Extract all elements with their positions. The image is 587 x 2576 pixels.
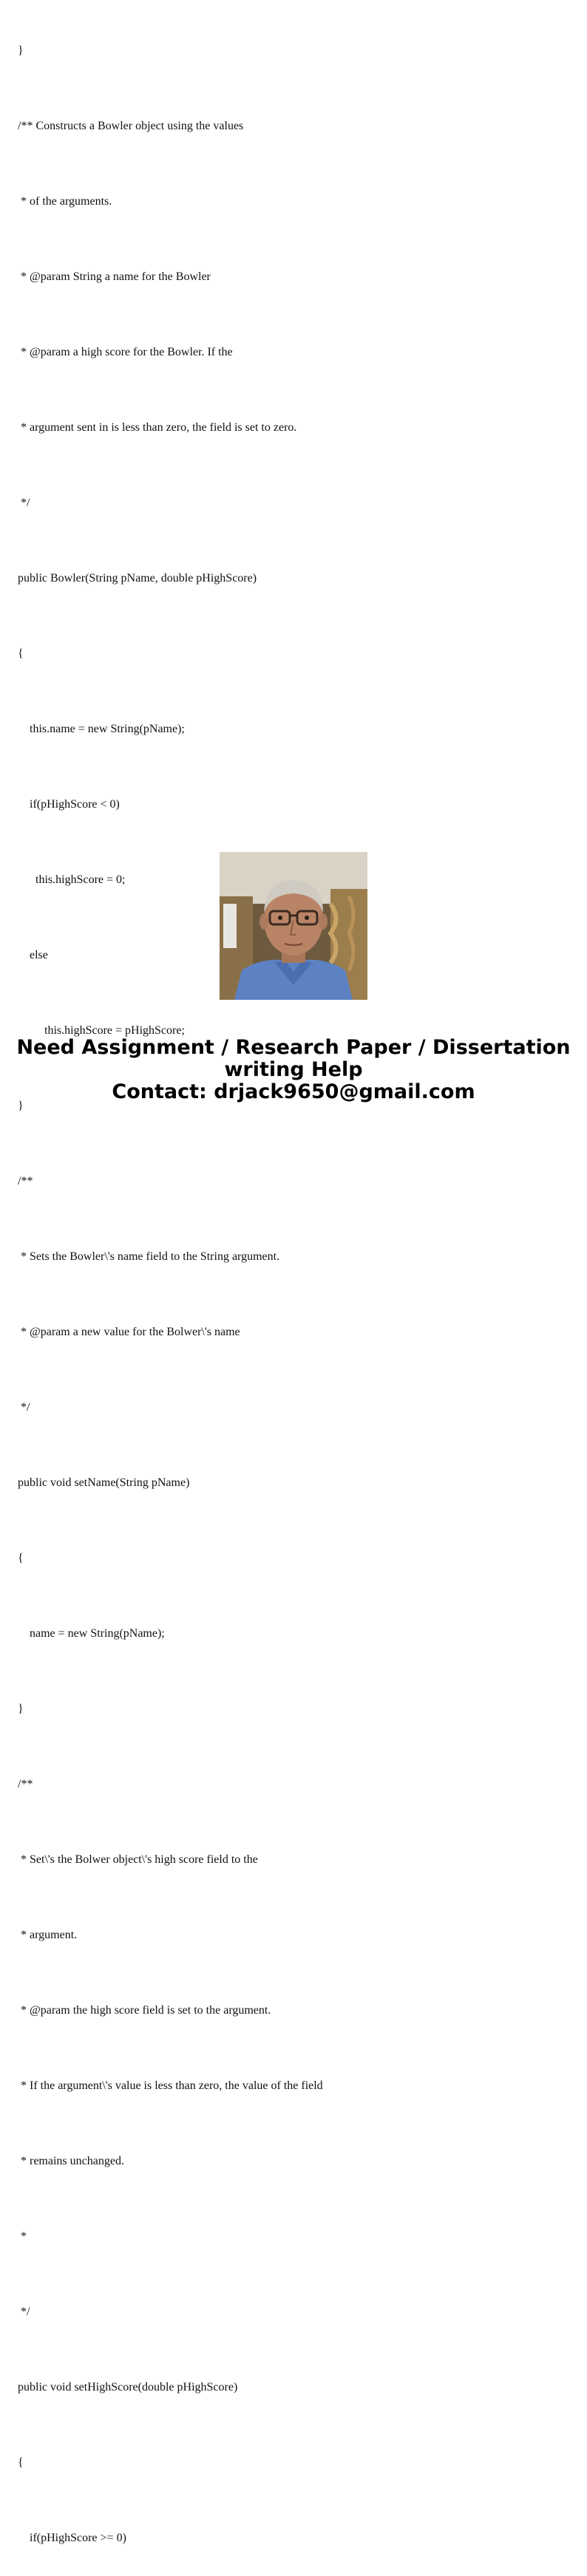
code-line: * Sets the Bowler\'s name field to the String argument. — [18, 1250, 280, 1263]
code-line: * If the argument\'s value is less than zero, the value of the field — [18, 2079, 323, 2092]
ad-contact-email: Contact: drjack9650@gmail.com — [112, 1080, 475, 1103]
code-line: * @param a new value for the Bolwer\'s name — [18, 1326, 240, 1338]
contact-advertisement — [0, 1037, 587, 1103]
code-line: name = new String(pName); — [18, 1627, 165, 1640]
ad-headline: Need Assignment / Research Paper / Dissertation — [16, 1036, 571, 1059]
code-line: public void setName(String pName) — [18, 1476, 190, 1489]
code-line: /** Constructs a Bowler object using the values — [18, 120, 244, 132]
code-line: * — [18, 2230, 27, 2243]
code-line: */ — [18, 2306, 30, 2318]
code-line: /** — [18, 1175, 33, 1188]
ad-subheadline: writing Help — [224, 1058, 363, 1081]
code-line: /** — [18, 1778, 33, 1790]
code-line: * remains unchanged. — [18, 2155, 124, 2167]
code-line: else — [18, 949, 48, 961]
code-line: { — [18, 2456, 24, 2469]
code-line: } — [18, 1100, 24, 1112]
avatar-photo — [220, 852, 367, 1000]
code-line: * @param String a name for the Bowler — [18, 270, 211, 283]
code-line: * argument. — [18, 1929, 78, 1941]
code-line: if(pHighScore >= 0) — [18, 2532, 126, 2544]
code-line: } — [18, 1703, 24, 1715]
code-line: this.highScore = 0; — [18, 873, 126, 886]
code-line: public void setHighScore(double pHighScore) — [18, 2381, 238, 2393]
code-line: * @param a high score for the Bowler. If the — [18, 346, 233, 358]
code-line: this.highScore = pHighScore; — [18, 1024, 185, 1037]
code-line: } — [18, 44, 24, 57]
code-line: * @param the high score field is set to the argument. — [18, 2004, 271, 2017]
code-line: * of the arguments. — [18, 195, 112, 208]
code-line: this.name = new String(pName); — [18, 723, 185, 735]
author-avatar — [220, 852, 367, 1000]
code-line: * Set\'s the Bolwer object\'s high score field to the — [18, 1853, 258, 1866]
code-line: */ — [18, 1401, 30, 1414]
code-line: * argument sent in is less than zero, the field is set to zero. — [18, 421, 297, 434]
code-line: */ — [18, 497, 30, 509]
code-line: { — [18, 1552, 24, 1564]
code-line: { — [18, 647, 24, 660]
code-line: public Bowler(String pName, double pHighScore) — [18, 572, 257, 585]
code-line: if(pHighScore < 0) — [18, 798, 120, 811]
